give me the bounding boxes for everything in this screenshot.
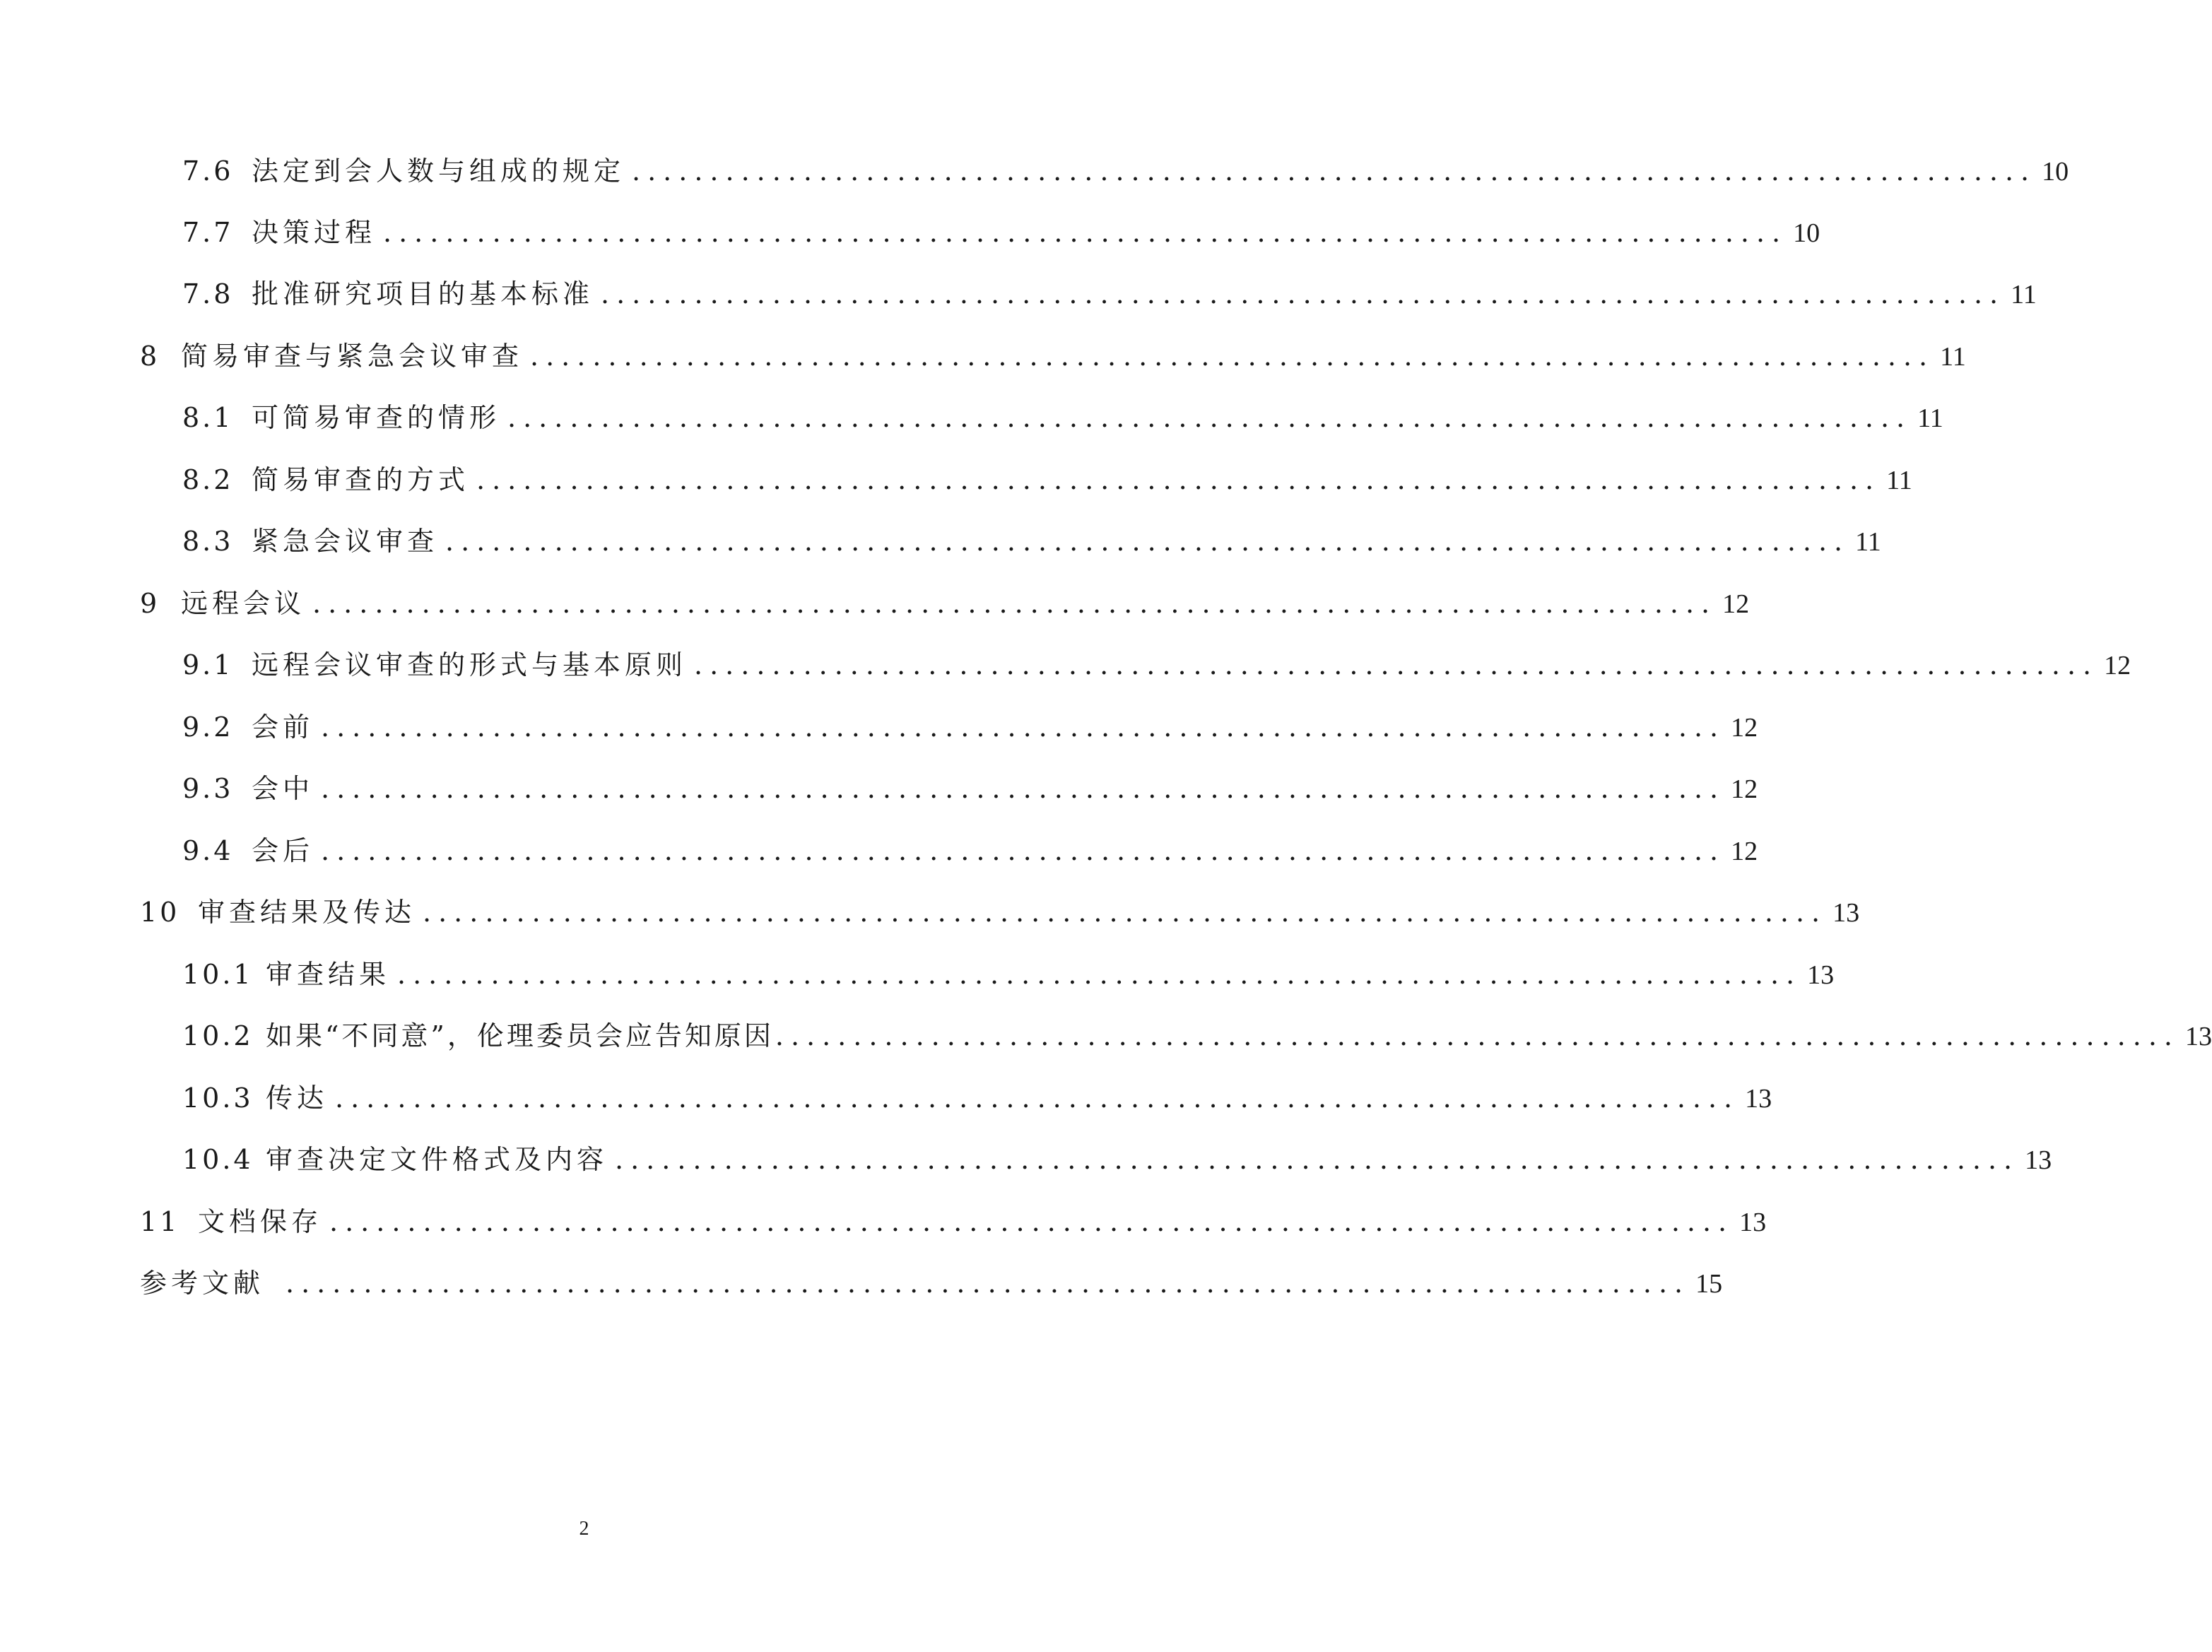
toc-dot-leader: .......................................................................................... bbox=[423, 897, 1828, 928]
toc-entry-page: 12 bbox=[1722, 589, 1750, 619]
toc-entry-10-4[interactable] bbox=[182, 1138, 2052, 1181]
toc-entry-number: 10.3 bbox=[182, 1082, 254, 1114]
toc-entry-references[interactable] bbox=[140, 1262, 1723, 1304]
toc-entry-title: 法定到会人数与组成的规定 bbox=[252, 155, 625, 187]
toc-entry-number: 10.4 bbox=[182, 1144, 254, 1175]
toc-entry-page: 15 bbox=[1695, 1269, 1723, 1299]
toc-entry-title: 审查决定文件格式及内容 bbox=[266, 1144, 608, 1175]
toc-entry-number: 8.2 bbox=[182, 464, 234, 495]
toc-entry-page: 10 bbox=[2042, 157, 2069, 187]
toc-entry-number: 8.1 bbox=[182, 402, 234, 433]
toc-entry-title: 审查结果 bbox=[266, 959, 391, 990]
toc-entry-8[interactable] bbox=[140, 335, 1966, 377]
toc-entry-title: 批准研究项目的基本标准 bbox=[252, 278, 594, 309]
toc-entry-9-3[interactable] bbox=[182, 767, 1758, 810]
toc-dot-leader: .......................................................................................... bbox=[615, 1144, 2020, 1175]
toc-entry-title: 决策过程 bbox=[252, 217, 377, 248]
toc-entry-number: 7.6 bbox=[182, 155, 234, 187]
toc-entry-page: 10 bbox=[1793, 218, 1820, 248]
toc-dot-leader: .......................................................................................... bbox=[507, 402, 1912, 433]
toc-entry-page: 11 bbox=[2011, 280, 2037, 309]
toc-dot-leader: .......................................................................................... bbox=[321, 712, 1726, 743]
toc-dot-leader: .......................................................................................... bbox=[476, 464, 1881, 495]
toc-entry-title: 参考文献 bbox=[140, 1268, 265, 1299]
toc-entry-10-3[interactable] bbox=[182, 1077, 1772, 1119]
toc-dot-leader: .......................................................................................... bbox=[335, 1082, 1740, 1114]
toc-entry-11[interactable] bbox=[140, 1200, 1767, 1243]
toc-entry-page: 12 bbox=[1731, 837, 1758, 866]
toc-entry-page: 11 bbox=[1940, 342, 1966, 372]
toc-dot-leader: .......................................................................................... bbox=[286, 1268, 1690, 1299]
toc-entry-title: 如果“不同意”，伦理委员会应告知原因 bbox=[266, 1020, 774, 1051]
toc-entry-page: 11 bbox=[1886, 466, 1912, 495]
toc-entry-title: 紧急会议审查 bbox=[252, 526, 439, 557]
toc-entry-9[interactable] bbox=[140, 582, 1750, 625]
toc-entry-number: 9 bbox=[140, 588, 160, 619]
toc-entry-title: 审查结果及传达 bbox=[198, 897, 416, 928]
toc-dot-leader: .......................................................................................... bbox=[329, 1206, 1734, 1237]
toc-entry-number: 9.1 bbox=[182, 649, 234, 680]
toc-entry-page: 12 bbox=[1731, 713, 1758, 743]
toc-entry-page: 12 bbox=[1731, 774, 1758, 804]
toc-entry-page: 11 bbox=[1917, 403, 1943, 433]
toc-entry-title: 会后 bbox=[252, 835, 314, 866]
toc-entry-number: 9.2 bbox=[182, 712, 234, 743]
toc-dot-leader: .......................................................................................... bbox=[321, 835, 1726, 866]
toc-entry-page: 13 bbox=[1832, 898, 1860, 928]
toc-entry-title: 简易审查与紧急会议审查 bbox=[181, 341, 524, 372]
toc-entry-8-1[interactable] bbox=[182, 396, 1943, 439]
toc-entry-page: 13 bbox=[2025, 1145, 2052, 1175]
toc-entry-number: 8.3 bbox=[182, 526, 234, 557]
toc-entry-7-8[interactable] bbox=[182, 273, 2037, 315]
toc-dot-leader: .......................................................................................... bbox=[530, 341, 1935, 372]
toc-entry-title: 会前 bbox=[252, 712, 314, 743]
toc-entry-page: 11 bbox=[1855, 527, 1881, 557]
toc-entry-title: 会中 bbox=[252, 773, 314, 804]
toc-entry-7-7[interactable] bbox=[182, 211, 1820, 254]
toc-entry-page: 13 bbox=[1807, 960, 1835, 990]
toc-entry-title: 可简易审查的情形 bbox=[252, 402, 501, 433]
toc-dot-leader: .......................................................................................... bbox=[397, 959, 1802, 990]
toc-entry-number: 7.7 bbox=[182, 217, 234, 248]
toc-entry-number: 10.1 bbox=[182, 959, 254, 990]
toc-dot-leader: .......................................................................................... bbox=[601, 278, 2006, 309]
toc-entry-9-4[interactable] bbox=[182, 830, 1758, 872]
toc-dot-leader: .......................................................................................... bbox=[383, 217, 1788, 248]
toc-entry-number: 10 bbox=[140, 897, 180, 928]
toc-dot-leader: .......................................................................................... bbox=[321, 773, 1726, 804]
toc-entry-number: 9.4 bbox=[182, 835, 234, 866]
toc-entry-page: 12 bbox=[2104, 651, 2131, 680]
toc-entry-number: 10.2 bbox=[182, 1020, 254, 1051]
toc-entry-title: 简易审查的方式 bbox=[252, 464, 470, 495]
toc-entry-number: 9.3 bbox=[182, 773, 234, 804]
toc-dot-leader: .......................................................................................... bbox=[312, 588, 1717, 619]
toc-entry-8-2[interactable] bbox=[182, 459, 1912, 501]
toc-entry-10[interactable] bbox=[140, 891, 1860, 933]
toc-entry-9-2[interactable] bbox=[182, 706, 1758, 748]
toc-dot-leader: .......................................................................................... bbox=[445, 526, 1850, 557]
toc-entry-10-2[interactable] bbox=[182, 1015, 2212, 1057]
toc-entry-8-3[interactable] bbox=[182, 520, 1881, 562]
toc-entry-number: 8 bbox=[140, 341, 160, 372]
toc-entry-10-1[interactable] bbox=[182, 953, 1835, 996]
toc-entry-page: 13 bbox=[1739, 1208, 1767, 1237]
toc-entry-title: 传达 bbox=[266, 1082, 329, 1114]
toc-entry-page: 13 bbox=[2184, 1022, 2212, 1051]
toc-entry-number: 11 bbox=[140, 1206, 180, 1237]
toc-entry-9-1[interactable] bbox=[182, 644, 2131, 686]
toc-entry-page: 13 bbox=[1745, 1084, 1772, 1114]
toc-entry-title: 文档保存 bbox=[198, 1206, 323, 1237]
toc-dot-leader: .......................................................................................... bbox=[632, 155, 2037, 187]
toc-dot-leader: .......................................................................................... bbox=[775, 1020, 2179, 1051]
toc-entry-7-6[interactable] bbox=[182, 150, 2069, 192]
toc-entry-title: 远程会议审查的形式与基本原则 bbox=[252, 649, 688, 680]
toc-entry-title: 远程会议 bbox=[181, 588, 306, 619]
toc-entry-number: 7.8 bbox=[182, 278, 234, 309]
toc-dot-leader: .......................................................................................... bbox=[694, 649, 2099, 680]
page-number: 2 bbox=[579, 1518, 589, 1540]
